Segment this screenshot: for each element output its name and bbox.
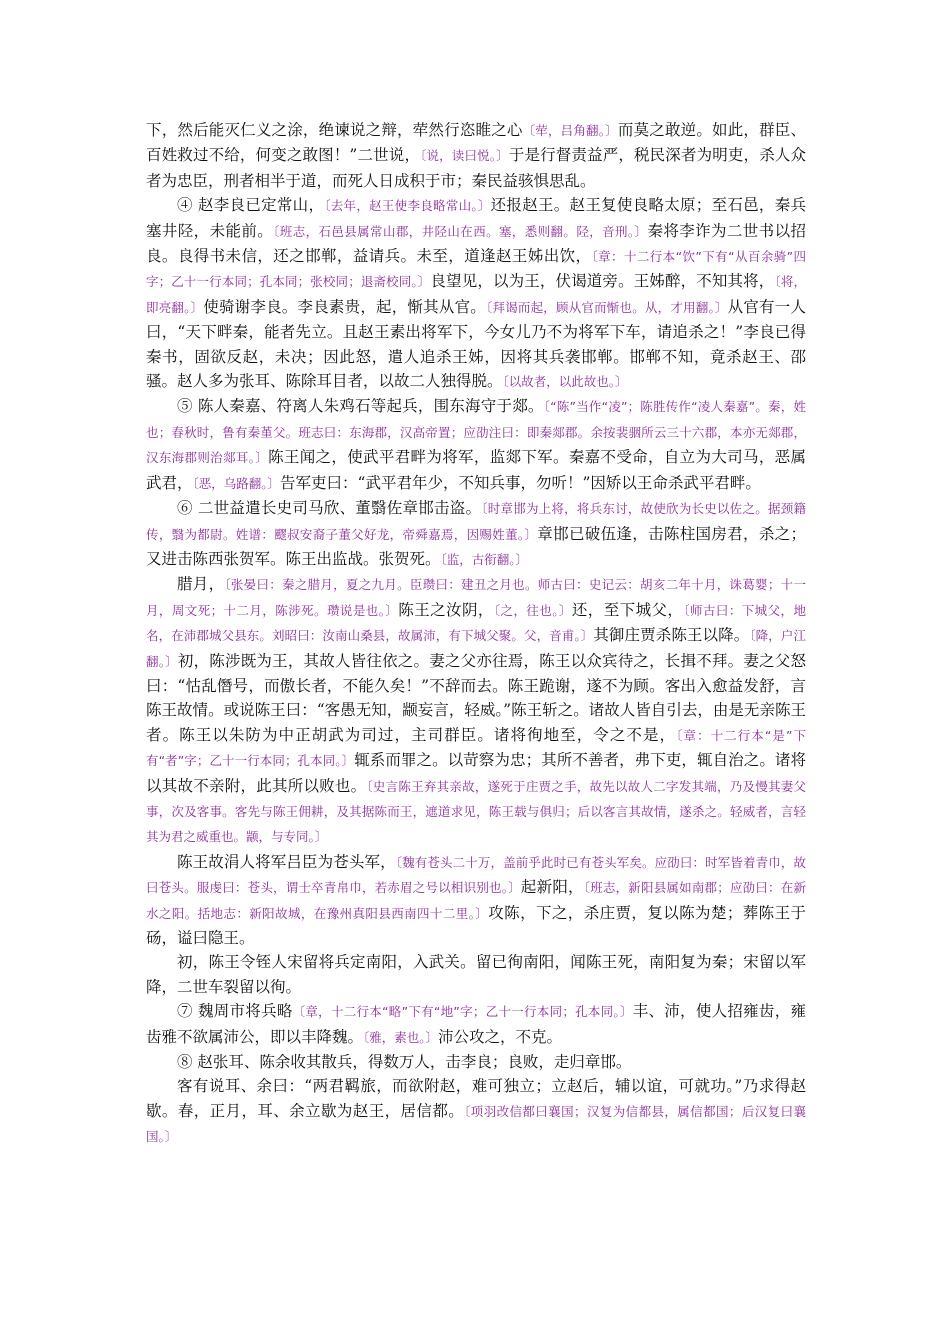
body-text: 良望见，以为王，伏谒道旁。王姊醉，不知其将， [430, 272, 775, 291]
annotation-note: 〔师古曰：下城父，地名，在沛郡城父县东。刘昭曰：汝南山桑县，故属沛，有下城父聚。父，音甫。〕 [146, 602, 806, 644]
annotation-note: 〔章：十二行本“是”下有“者”字；乙十一行本同；孔本同。〕 [146, 727, 806, 769]
annotation-note: 〔去年，赵王使李良略常山。〕 [324, 198, 491, 214]
body-text: 告军吏曰：“武平君年少，不知兵事，勿听！”因矫以王命杀武平君畔。 [280, 473, 761, 492]
body-text: 秦将李诈为二世书以招良。良得书未信，还之邯郸，益请兵。未至，道逢赵王姊出饮， [146, 221, 806, 266]
body-text: ⑤ 陈人秦嘉、符离人朱鸡石等起兵，围东海守于郯。 [177, 397, 544, 416]
paragraph [146, 496, 806, 572]
body-text: 陈王之汝阴， [398, 600, 494, 619]
annotation-note: 〔时章邯为上将，将兵东讨，故使欣为长史以佐之。据颈籍传，翳为都尉。姓谱：飂叔安裔子董父好龙，帝舜嘉焉，因赐姓董。〕 [146, 501, 806, 542]
body-text: 辄系而罪之。以苛察为忠；其所不善者，弗下吏，辄自治之。诸将以其故不亲附，此其所以败也。 [146, 751, 806, 795]
paragraph [146, 572, 806, 849]
paragraph [146, 850, 806, 951]
body-text: 腊月， [177, 575, 225, 594]
annotation-note: 〔监，古衔翻。〕 [440, 551, 529, 567]
body-text: 其御庄贾杀陈王以降。 [593, 626, 750, 645]
annotation-note: 〔恶，乌路翻。〕 [192, 475, 281, 491]
annotation-note: 〔说，读曰悦。〕 [420, 148, 509, 164]
body-text: 从官有一人曰，“天下畔秦，能者先立。且赵王素出将军下，今女儿乃不为将军下车，请追杀之！”李良已得秦书，固欲反赵，未决；因此怒，遣人追杀王姊，因将其兵袭邯郸。邯郸不知，竟杀赵王、邵骚。赵人多为张耳、陈除耳目者，以故二人独得脱。 [146, 297, 806, 391]
annotation-note: 〔章，十二行本“略”下有“地”字；乙十一行本同；孔本同。〕 [292, 1004, 633, 1020]
body-text: 初，陈涉既为王，其故人皆往依之。妻之父亦往焉，陈王以众宾待之，长揖不拜。妻之父怒曰：“怙乱僭号，而傲长者，不能久矣！”不辞而去。陈王跪谢，遂不为顾。客出入愈益发舒，言陈王故情。或说陈王曰：“客愚无知，颛妄言，轻威。”陈王斩之。诸故人皆自引去，由是无亲陈王者。陈王以朱防为中正胡武为司过，主司群臣。诸将徇地至，令之不是， [146, 651, 806, 744]
paragraph [146, 118, 806, 193]
body-text: 初，陈王令铚人宋留将兵定南阳，入武关。留已徇南阳，闻陈王死，南阳复为秦；宋留以军降，二世车裂留以徇。 [146, 953, 806, 996]
body-text: 陈王故涓人将军吕臣为苍头军， [177, 852, 396, 871]
text-body [146, 118, 806, 1150]
body-text: 攻陈，下之，杀庄贾，复以陈为楚；葬陈王于砀，谥曰隐王。 [146, 903, 806, 947]
annotation-note: 〔魏有苍头二十万，盖前乎此时已有苍头军矣。应劭曰：时军皆着青巾，故曰苍头。服虔曰：苍头，谓士卒青帛巾，若赤眉之号以相识别也。〕 [146, 854, 806, 896]
body-text: 还，至下城父， [571, 600, 684, 619]
paragraph [146, 1074, 806, 1149]
paragraph [146, 394, 806, 496]
body-text: 陈王闻之，使武平君畔为将军，监郯下军。秦嘉不受命，自立为大司马，恶属武君， [146, 448, 806, 492]
annotation-note: 〔荦，吕角翻。〕 [522, 123, 618, 138]
body-text: 沛公攻之，不克。 [438, 1027, 563, 1046]
body-text: ⑧ 赵张耳、陈余收其散兵，得数万人，击李良；良败，走归章邯。 [177, 1053, 632, 1072]
body-text: 丰、沛，使人招雍齿，雍齿雅不欲属沛公，即以丰降魏。 [146, 1002, 806, 1046]
annotation-note: 〔将，即亮翻。〕 [146, 274, 806, 315]
annotation-note: 〔班志，新阳县属如南郡；应劭曰：在新水之阳。括地志：新阳故城，在豫州真阳县西南四十二里。〕 [146, 880, 806, 921]
body-text: 章邯已破伍逢，击陈柱国房君，杀之；又进击陈西张贺军。陈王出监战。张贺死。 [146, 524, 806, 568]
body-text: ⑦ 魏周市将兵略 [177, 1002, 293, 1021]
paragraph [146, 193, 806, 394]
body-text: 使骑谢李良。李良素贵，起，惭其从官。 [203, 297, 486, 316]
document-page [146, 118, 806, 1150]
body-text: 于是行督责益严，税民深者为明吏，杀人众者为忠臣，刑者相半于道，而死人日成积于市；秦民益骇惧思乱。 [146, 146, 806, 190]
annotation-note: 〔项羽改信都曰襄国；汉复为信都县，属信都国；后汉复曰襄国。〕 [146, 1103, 806, 1145]
annotation-note: 〔张晏曰：秦之腊月，夏之九月。臣瓒曰：建丑之月也。师古曰：史记云：胡亥二年十月，诛葛婴；十一月，周文死；十二月，陈涉死。瓒说是也。〕 [146, 577, 806, 618]
body-text: 起新阳， [520, 878, 584, 897]
body-text: 客有说耳、余曰：“两君羁旅，而欲附赵，难可独立；立赵后，辅以谊，可就功。”乃求得赵歇。春，正月，耳、余立歇为赵王，居信都。 [146, 1077, 806, 1120]
annotation-note: 〔以故者，以此故也。〕 [502, 374, 628, 390]
annotation-note: 〔“陈”当作“凌”；陈胜传作“凌人秦嘉”。秦，姓也；春秋时，鲁有秦堇父。班志曰：东海郡，汉高帝置；应劭注曰：即秦郯郡。余按裴骃所云三十六郡，本亦无郯郡，汉东海郡则治郯耳。〕 [146, 399, 806, 466]
annotation-note: 〔章：十二行本“饮”下有“从百余骑”四字；乙十一行本同；孔本同；张校同；退斋校同。〕 [146, 249, 806, 290]
annotation-note: 〔拜谒而起，顾从官而惭也。从，才用翻。〕 [486, 299, 728, 315]
paragraph [146, 999, 806, 1050]
body-text: ④ 赵李良已定常山， [177, 196, 325, 215]
paragraph [146, 1050, 806, 1074]
paragraph [146, 950, 806, 999]
annotation-note: 〔之，往也。〕 [493, 602, 572, 618]
annotation-note: 〔史言陈王弃其亲故，遂死于庄贾之手，故先以故人二字发其端，乃及慢其妻父事，次及客事。客先与陈王佣耕，及其据陈而王，遮道求见，陈王载与俱归；后以客言其故情，遂杀之。轻威者，言轻其为君之威重也。颛，与专同。〕 [146, 778, 806, 845]
body-text: ⑥ 二世益遣长史司马欣、董翳佐章邯击盗。 [177, 499, 482, 518]
body-text: 而莫之敢逆。如此，群臣、百姓救过不给，何变之敢图！”二世说， [146, 121, 806, 165]
annotation-note: 〔降，户江翻。〕 [146, 628, 806, 669]
annotation-note: 〔班志，石邑县属常山郡，井陉山在西。塞，悉则翻。陉，音刑。〕 [273, 223, 648, 239]
annotation-note: 〔雅，素也。〕 [363, 1029, 439, 1045]
body-text: 下，然后能灭仁义之涂，绝谏说之辩，荦然行恣睢之心 [146, 121, 523, 139]
body-text: 还报赵王。赵王复使良略太原；至石邑，秦兵塞井陉，未能前。 [146, 196, 806, 240]
